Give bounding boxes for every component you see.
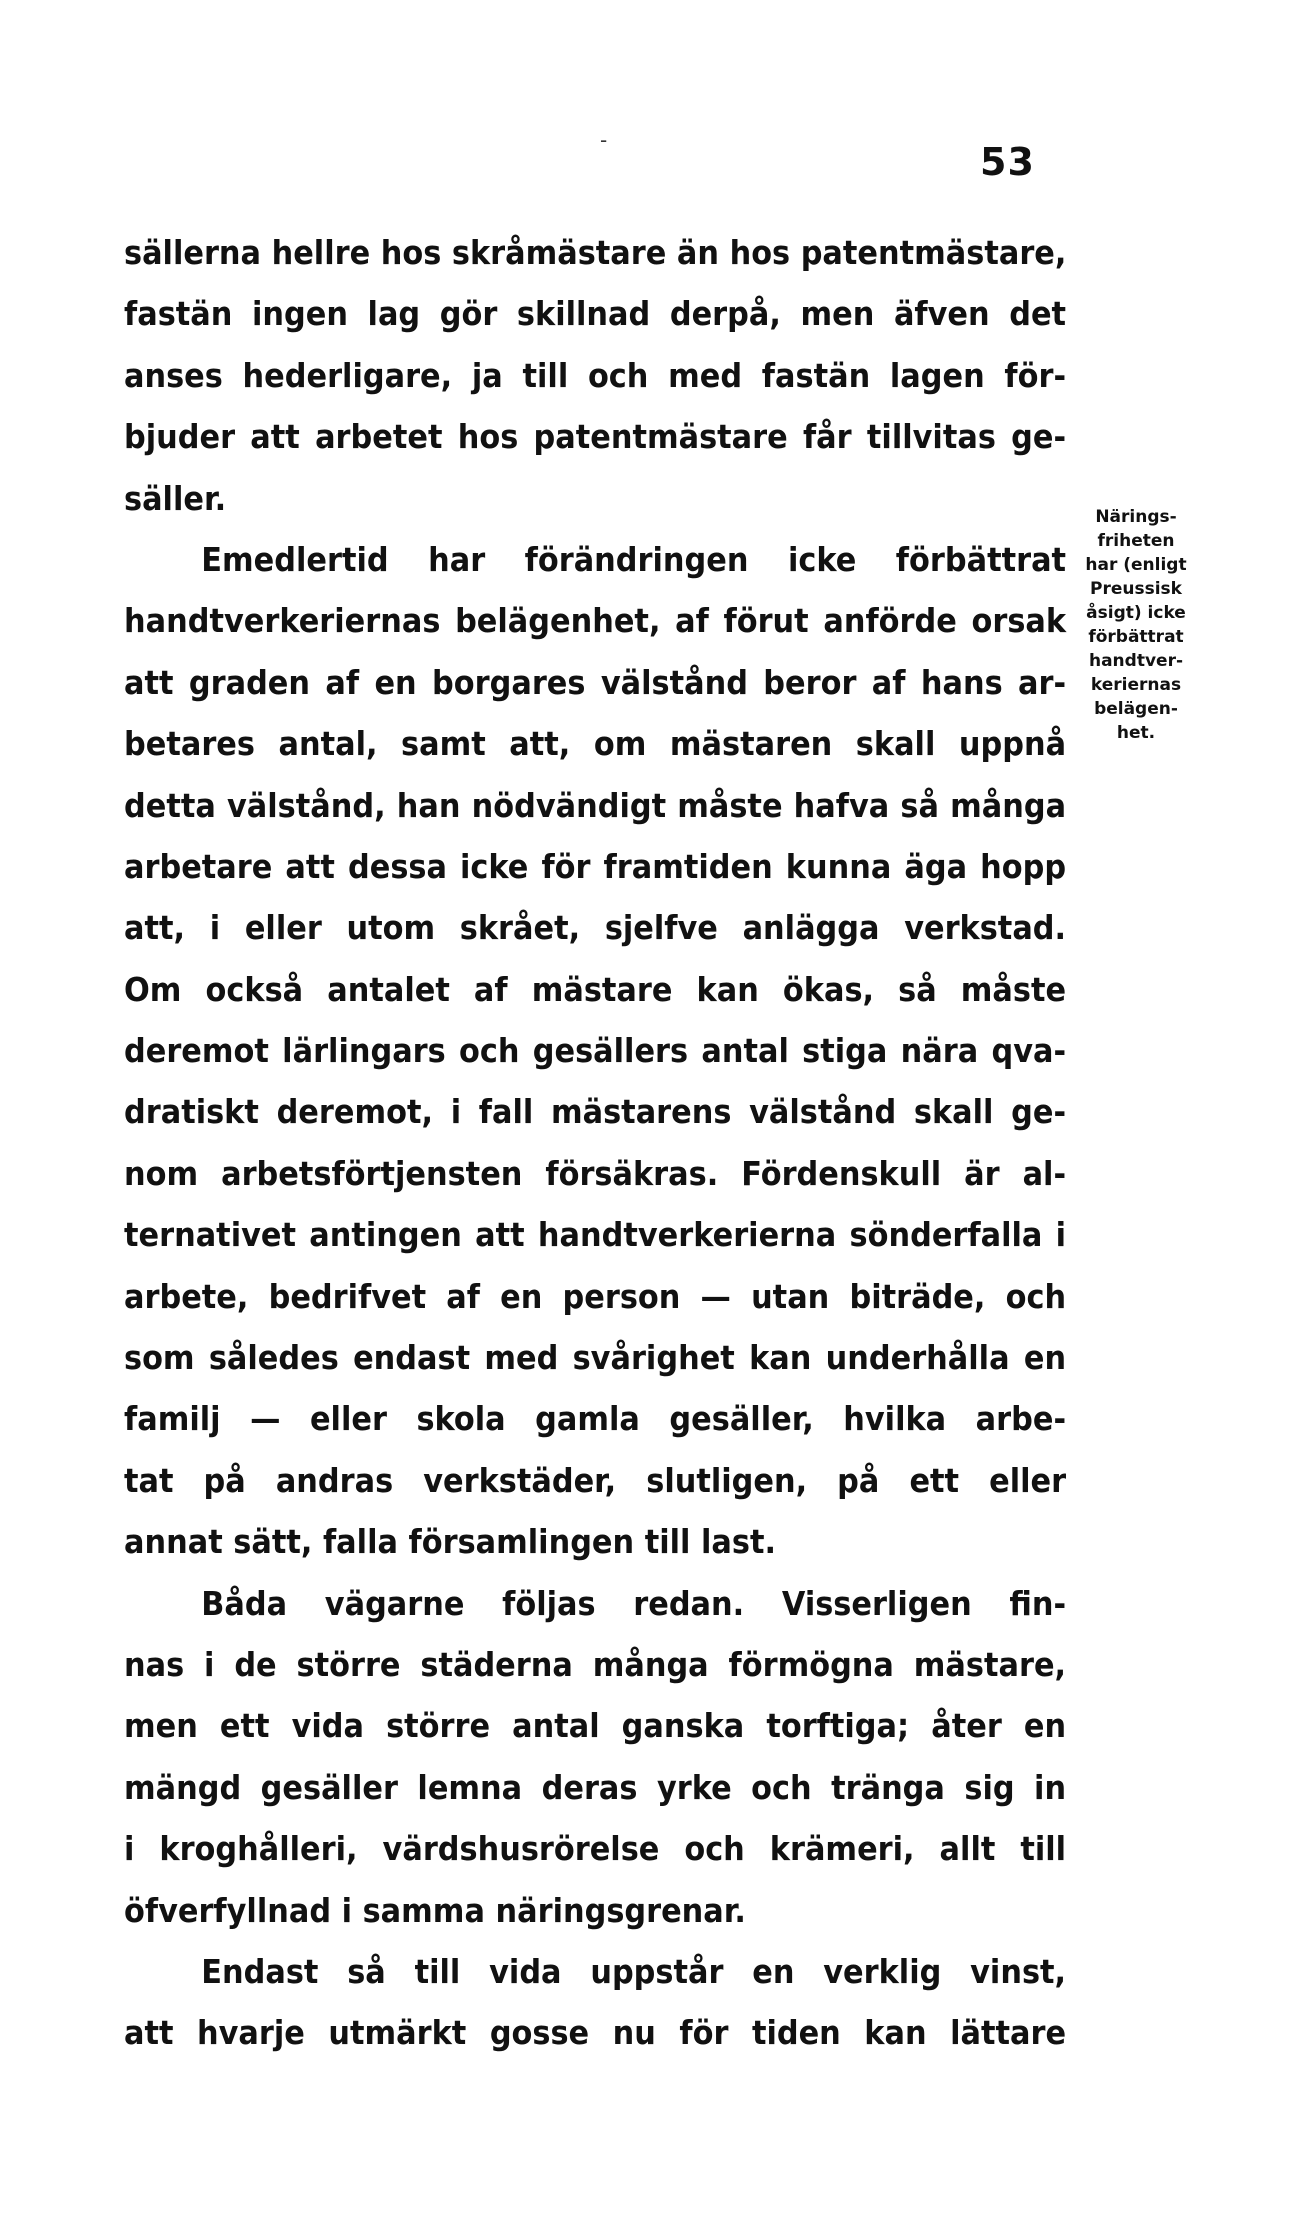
text-line: att, i eller utom skrået, sjelfve anlägga verkstad. [124,908,1067,948]
marginal-line: friheten [1097,531,1175,551]
text-line: fastän ingen lag gör skillnad derpå, men äfven det [124,294,1067,334]
text-line: handtverkeriernas belägenhet, af förut anförde orsak [124,601,1067,641]
marginal-line: handtver- [1088,651,1184,671]
marginal-line: åsigt) icke [1086,603,1186,623]
text-line: nas i de större städerna många förmögna mästare, [124,1644,1067,1684]
text-line: i kroghålleri, värdshusrörelse och krämeri, allt till [124,1829,1067,1869]
text-line: bjuder att arbetet hos patentmästare får tillvitas ge- [124,417,1067,457]
text-line: att graden af en borgares välstånd beror af hans ar- [124,662,1067,702]
text-line: tat på andras verkstäder, slutligen, på ett eller [124,1460,1067,1500]
text-line: anses hederligare, ja till och med fastän lagen för- [124,355,1067,395]
text-line: arbete, bedrifvet af en person — utan biträde, och [124,1276,1067,1316]
marginal-line: belägen- [1094,699,1178,719]
text-line: ternativet antingen att handtverkerierna sönderfalla i [124,1215,1067,1255]
text-line: men ett vida större antal ganska torftiga; åter en [124,1706,1067,1746]
text-line: betares antal, samt att, om mästaren skall uppnå [124,724,1067,764]
body-text [124,222,1066,2064]
text-line: Emedlertid har förändringen icke förbättrat [201,539,1067,579]
text-line: annat sätt, falla församlingen till last. [124,1522,777,1562]
text-line: detta välstånd, han nödvändigt måste hafva så många [124,785,1067,825]
text-line: arbetare att dessa icke för framtiden kunna äga hopp [124,846,1067,886]
text-line: Om också antalet af mästare kan ökas, så måste [124,969,1067,1009]
text-line: familj — eller skola gamla gesäller, hvilka arbe- [124,1399,1067,1439]
text-line: Båda vägarne följas redan. Visserligen fin- [201,1583,1067,1623]
marginal-line: Preussisk [1090,579,1182,599]
text-line: deremot lärlingars och gesällers antal stiga nära qva- [124,1031,1067,1071]
marginal-line: keriernas [1090,675,1182,695]
text-line: att hvarje utmärkt gosse nu för tiden kan lättare [124,2013,1067,2053]
marginal-line: Närings- [1095,507,1177,527]
text-line: dratiskt deremot, i fall mästarens välstånd skall ge- [124,1092,1067,1132]
marginal-line: har (enligt [1085,555,1187,575]
text-line: mängd gesäller lemna deras yrke och tränga sig in [124,1767,1067,1807]
marginal-note [1066,505,1206,745]
text-line: nom arbetsförtjensten försäkras. Fördenskull är al- [124,1153,1067,1193]
text-line: sällerna hellre hos skråmästare än hos patentmästare, [124,233,1067,272]
text-line: som således endast med svårighet kan underhålla en [124,1338,1067,1378]
top-mark: - [600,128,608,152]
marginal-line: het. [1116,723,1156,743]
page-number: 53 [980,140,1035,184]
marginal-line: förbättrat [1088,627,1184,647]
text-line: öfverfyllnad i samma näringsgrenar. [124,1890,746,1930]
text-line: Endast så till vida uppstår en verklig vinst, [201,1951,1067,1991]
text-line: säller. [124,478,227,518]
